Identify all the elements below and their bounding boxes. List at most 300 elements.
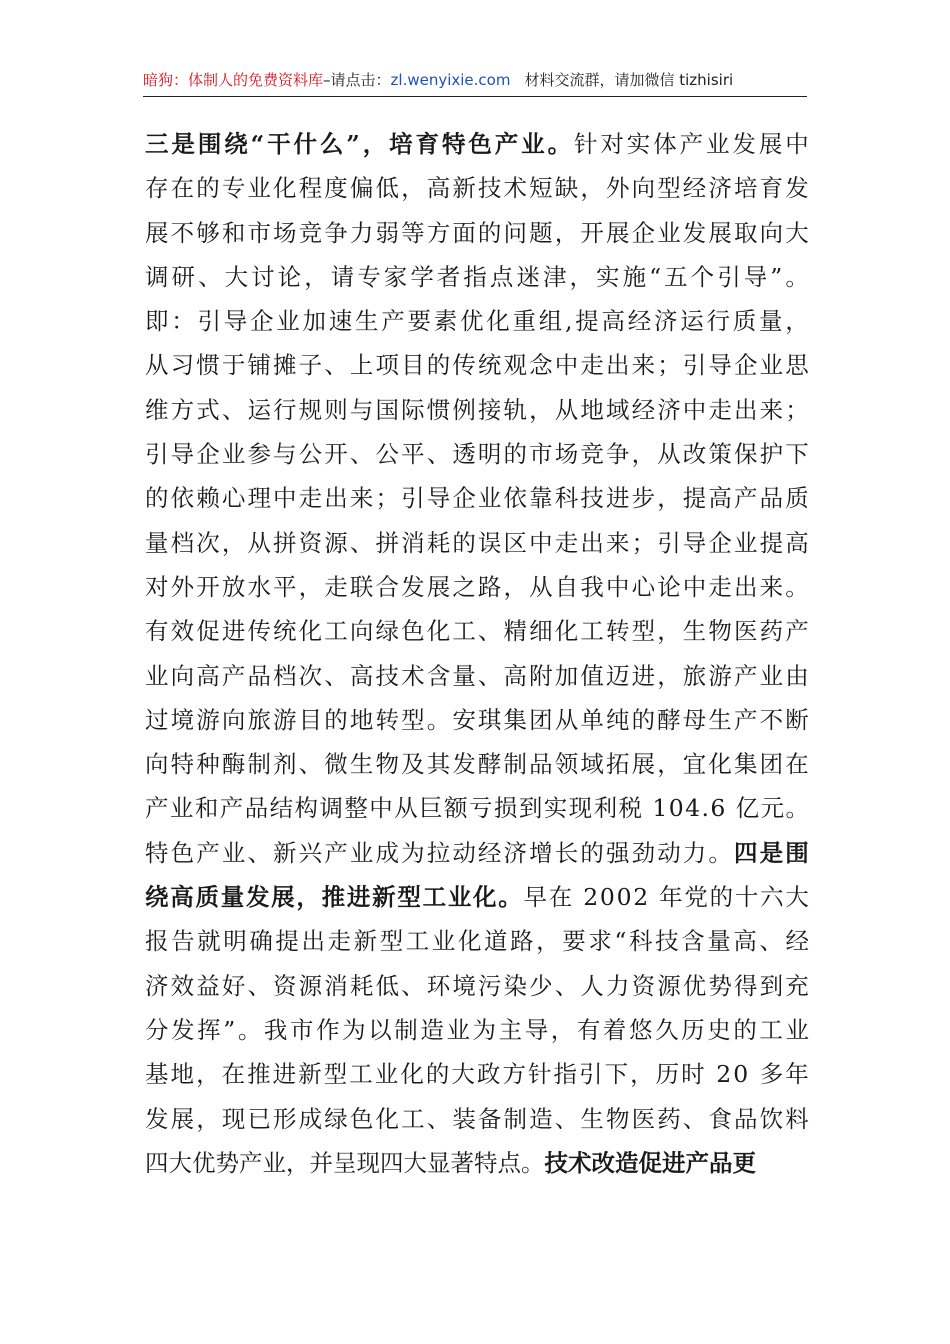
bold-char: 推 — [321, 883, 346, 912]
text-char: ， — [785, 307, 809, 336]
text-char: 种 — [196, 750, 220, 779]
text-char: 加 — [302, 307, 326, 336]
text-char — [574, 875, 581, 919]
text-char: 强 — [605, 838, 630, 867]
text-char: 经 — [627, 307, 652, 336]
text-char: ； — [631, 528, 656, 557]
text-char: 导 — [426, 484, 451, 513]
text-char: 请 — [330, 262, 355, 291]
text-char: 从 — [554, 395, 579, 424]
header-group-info: 材料交流群，请加微信 tizhisiri — [524, 71, 734, 89]
text-char: 并 — [309, 1148, 333, 1177]
text-char: 济 — [708, 174, 732, 203]
text-char: 出 — [324, 484, 348, 513]
text-char: 发 — [452, 750, 476, 779]
text-char: 业 — [349, 838, 374, 867]
text-char: 项 — [375, 351, 399, 380]
text-char: 细 — [529, 617, 553, 646]
text-char: 步 — [631, 484, 656, 513]
text-char: 展 — [758, 130, 783, 158]
text-char: 。 — [785, 262, 809, 291]
text-char: 造 — [420, 1015, 444, 1044]
text-char: 观 — [503, 351, 528, 380]
bold-char: 业 — [521, 130, 545, 158]
text-char: 竞 — [580, 440, 604, 469]
bold-char: 进 — [346, 883, 371, 912]
text-char: 我 — [580, 572, 604, 601]
bold-char: 改 — [591, 1148, 615, 1177]
text-char: 进 — [605, 484, 630, 513]
bold-char: 型 — [397, 883, 421, 912]
bold-char: 是 — [171, 130, 195, 158]
text-char: 维 — [145, 395, 169, 424]
text-char: 重 — [512, 307, 536, 336]
text-char: ， — [657, 750, 681, 779]
text-char: 0 — [616, 883, 632, 912]
text-char: 要 — [562, 927, 586, 956]
text-char: ， — [304, 262, 328, 291]
text-char: “ — [649, 262, 662, 291]
text-char: 调 — [319, 794, 343, 823]
text-char: 不 — [170, 218, 195, 247]
bold-char: 品 — [709, 1148, 733, 1177]
text-char: 拓 — [605, 750, 630, 779]
text-char: 精 — [503, 617, 528, 646]
text-char: 中 — [554, 351, 579, 380]
text-char: 额 — [444, 794, 468, 823]
text-char: 业 — [706, 130, 730, 158]
text-char: 产 — [196, 838, 220, 867]
text-char: 业 — [169, 794, 194, 823]
text-char: 主 — [498, 1015, 523, 1044]
text-char: 开 — [324, 440, 348, 469]
text-char: 点 — [497, 1148, 521, 1177]
text-line — [145, 831, 809, 875]
text-char: 色 — [401, 617, 425, 646]
text-char: 过 — [145, 705, 169, 734]
text-char: 源 — [324, 528, 348, 557]
text-char: 境 — [170, 705, 195, 734]
text-char: 化 — [400, 1060, 424, 1089]
text-char: 的 — [425, 1060, 450, 1089]
text-char: 依 — [170, 484, 195, 513]
text-char: 4 — [685, 794, 701, 823]
bold-char: 造 — [615, 1148, 639, 1177]
text-char: 转 — [375, 705, 399, 734]
text-char: 术 — [503, 174, 528, 203]
text-char: 引 — [197, 307, 221, 336]
text-char: 力 — [605, 971, 630, 1000]
text-char: 型 — [379, 927, 404, 956]
text-char: 、 — [426, 440, 451, 469]
bold-char: 业 — [447, 883, 472, 912]
text-char: 的 — [503, 440, 528, 469]
text-char: 力 — [349, 218, 374, 247]
text-char: ， — [630, 1060, 654, 1089]
text-char: 发 — [401, 572, 425, 601]
text-char: 发 — [145, 1104, 169, 1133]
text-char: 济 — [503, 838, 528, 867]
text-char: ， — [221, 528, 246, 557]
text-char: 道 — [484, 927, 508, 956]
text-char: 点 — [489, 262, 514, 291]
header-prompt: –请点击： — [323, 71, 391, 89]
text-char: 心 — [221, 484, 246, 513]
text-char: 从 — [554, 705, 579, 734]
text-char: 物 — [605, 1104, 630, 1133]
text-line — [145, 654, 809, 698]
text-char: 生 — [708, 705, 732, 734]
text-char: 面 — [452, 218, 476, 247]
text-char: 保 — [734, 440, 758, 469]
text-char: 迈 — [605, 661, 630, 690]
text-char: 和 — [194, 794, 219, 823]
text-char: ， — [554, 218, 579, 247]
text-char: 来 — [759, 395, 784, 424]
text-char: 资 — [631, 971, 656, 1000]
text-char: 技 — [477, 174, 502, 203]
text-char: 统 — [477, 351, 502, 380]
text-char: 到 — [518, 794, 543, 823]
text-char: 、 — [298, 750, 323, 779]
text-char: 好 — [221, 971, 246, 1000]
text-char: 人 — [580, 971, 604, 1000]
text-char: 损 — [493, 794, 518, 823]
text-char: 与 — [349, 395, 374, 424]
text-char: 的 — [477, 218, 502, 247]
text-char: 新 — [273, 838, 297, 867]
text-char: 有 — [576, 1015, 601, 1044]
text-char: 集 — [734, 750, 758, 779]
text-char: 高 — [733, 927, 757, 956]
text-char: 运 — [247, 395, 271, 424]
text-char: 对 — [145, 572, 169, 601]
text-char: 特 — [474, 1148, 498, 1177]
text-char: 旅 — [247, 705, 271, 734]
text-char: 向 — [349, 617, 374, 646]
header-link[interactable]: zl.wenyixie.com — [390, 71, 511, 89]
text-char: 企 — [708, 528, 732, 557]
text-char: 势 — [708, 971, 732, 1000]
text-char: 工 — [324, 617, 348, 646]
text-char: 思 — [785, 351, 809, 380]
text-char: 外 — [605, 174, 630, 203]
text-char: ， — [657, 484, 681, 513]
text-char: 亿 — [735, 794, 760, 823]
text-char: 经 — [631, 395, 656, 424]
text-char: 亏 — [468, 794, 493, 823]
text-char: 成 — [298, 1104, 323, 1133]
text-char: ， — [196, 1060, 220, 1089]
text-char: 2 — [716, 1060, 732, 1089]
text-char: 展 — [631, 750, 656, 779]
text-char: 偏 — [349, 174, 374, 203]
text-char: 产 — [145, 794, 169, 823]
text-char: 大 — [785, 218, 809, 247]
text-char: 业 — [247, 174, 271, 203]
text-char: 者 — [436, 262, 461, 291]
text-char: 企 — [452, 484, 476, 513]
text-char: 在 — [170, 174, 195, 203]
text-char: ， — [196, 1104, 220, 1133]
text-char: 从 — [394, 794, 418, 823]
text-char: 质 — [732, 307, 757, 336]
text-char: 促 — [196, 617, 220, 646]
text-char: 公 — [375, 440, 399, 469]
text-char: 绿 — [375, 617, 399, 646]
text-char: 0 — [733, 1060, 749, 1089]
bold-char: 特 — [441, 130, 466, 158]
text-char: 联 — [349, 572, 374, 601]
bold-char: 化 — [473, 883, 497, 912]
text-char: 的 — [709, 883, 734, 912]
text-char: 医 — [631, 1104, 656, 1133]
text-char: 大 — [403, 1148, 427, 1177]
text-char: 从 — [145, 351, 169, 380]
text-char: 程 — [298, 174, 323, 203]
text-char: 指 — [463, 262, 487, 291]
text-char: 展 — [605, 218, 630, 247]
text-char: 增 — [529, 838, 553, 867]
text-char: 靠 — [529, 484, 553, 513]
text-char: 色 — [349, 1104, 374, 1133]
bold-char: 绕 — [224, 130, 248, 158]
text-char — [707, 1052, 714, 1096]
text-char: 化 — [273, 174, 297, 203]
text-char: 行 — [273, 395, 297, 424]
text-char: 量 — [758, 307, 783, 336]
text-char: 工 — [452, 617, 476, 646]
text-char: 引 — [682, 351, 707, 380]
text-char: 发 — [732, 130, 756, 158]
text-char: 业 — [446, 1015, 470, 1044]
text-char: 纯 — [605, 705, 630, 734]
text-char: 次 — [298, 661, 323, 690]
text-char: 时 — [681, 1060, 705, 1089]
bold-char: 新 — [372, 883, 396, 912]
text-char: 出 — [580, 528, 604, 557]
text-char: 传 — [452, 351, 476, 380]
text-char: 透 — [452, 440, 476, 469]
text-char: 个 — [690, 262, 715, 291]
text-line — [145, 1141, 809, 1185]
text-char: 平 — [401, 440, 425, 469]
text-char: 0 — [668, 794, 684, 823]
text-char: 学 — [410, 262, 434, 291]
text-char: 运 — [680, 307, 704, 336]
text-char: 在 — [785, 750, 809, 779]
bold-char: 产 — [494, 130, 519, 158]
text-char: 化 — [457, 927, 482, 956]
text-char: 制 — [503, 1104, 528, 1133]
text-char: 经 — [477, 838, 502, 867]
bold-char: 进 — [662, 1148, 686, 1177]
text-char: 则 — [324, 395, 348, 424]
text-char: 出 — [301, 927, 325, 956]
bold-char: 色 — [468, 130, 492, 158]
text-char: ： — [171, 307, 195, 336]
text-char — [650, 875, 657, 919]
text-char: 动 — [452, 838, 476, 867]
text-char: 。 — [237, 1015, 262, 1044]
text-char: 组 — [538, 307, 563, 336]
text-char: 向 — [631, 174, 656, 203]
text-char: 游 — [708, 661, 732, 690]
text-char: 显 — [427, 1148, 451, 1177]
text-char: 培 — [734, 174, 758, 203]
text-char: 。 — [426, 705, 451, 734]
text-line — [145, 388, 809, 432]
text-char: 制 — [394, 1015, 418, 1044]
text-char: 益 — [196, 971, 220, 1000]
text-char: 的 — [426, 351, 451, 380]
text-char: 业 — [759, 661, 784, 690]
text-char: 路 — [477, 572, 502, 601]
text-char: 例 — [452, 395, 476, 424]
text-char: 工 — [401, 1104, 425, 1133]
bold-char: ” — [346, 130, 360, 158]
text-char: ” — [770, 262, 783, 291]
text-char: ， — [529, 395, 553, 424]
text-char: 导 — [743, 262, 768, 291]
text-char: 走 — [298, 484, 323, 513]
text-char: 参 — [247, 440, 271, 469]
text-char: 型 — [657, 174, 681, 203]
text-char — [727, 786, 734, 830]
text-char: 度 — [324, 174, 348, 203]
text-char: 集 — [503, 705, 528, 734]
text-char: 特 — [145, 838, 169, 867]
text-line — [145, 698, 809, 742]
text-char: 经 — [785, 927, 809, 956]
text-char: 调 — [145, 262, 169, 291]
text-char: 针 — [573, 130, 598, 158]
text-char: 团 — [529, 705, 553, 734]
text-char: 量 — [707, 927, 731, 956]
text-char: 导 — [170, 440, 195, 469]
bold-char: 量 — [220, 883, 245, 912]
text-char: 食 — [708, 1104, 732, 1133]
text-char: 走 — [554, 528, 579, 557]
text-char: 单 — [580, 705, 604, 734]
text-line — [145, 786, 809, 830]
text-char: 域 — [605, 395, 630, 424]
text-char: 化 — [298, 617, 323, 646]
text-char: 、 — [349, 440, 374, 469]
text-char: 化 — [486, 307, 510, 336]
text-char: 优 — [682, 971, 707, 1000]
text-char: 消 — [324, 971, 348, 1000]
text-char: 饮 — [759, 1104, 784, 1133]
text-char: 实 — [596, 262, 620, 291]
text-char: 业 — [374, 1060, 399, 1089]
text-char: 之 — [452, 572, 476, 601]
text-char: 赖 — [196, 484, 220, 513]
text-line — [145, 343, 809, 387]
text-char: 轨 — [503, 395, 528, 424]
text-char: 济 — [657, 395, 681, 424]
text-char: 断 — [785, 705, 809, 734]
text-char: 走 — [708, 572, 732, 601]
text-char: 、 — [759, 927, 783, 956]
document-body — [145, 122, 809, 1185]
text-char: 产 — [734, 661, 758, 690]
text-line — [145, 609, 809, 653]
text-char: ， — [536, 927, 560, 956]
text-char: 安 — [452, 705, 476, 734]
text-char: 的 — [324, 705, 348, 734]
text-char: 料 — [785, 1104, 809, 1133]
text-char: 呈 — [333, 1148, 357, 1177]
text-char: 分 — [145, 1015, 169, 1044]
text-char: 公 — [298, 440, 323, 469]
text-char: 产 — [239, 1148, 263, 1177]
text-char: 的 — [452, 528, 476, 557]
text-char: 平 — [273, 572, 297, 601]
text-char: 2 — [633, 883, 649, 912]
text-char: 明 — [477, 440, 502, 469]
text-char: 、 — [554, 971, 579, 1000]
text-char: 向 — [221, 705, 246, 734]
text-char: 市 — [529, 440, 553, 469]
text-char: 产 — [785, 617, 809, 646]
text-char: 铺 — [247, 351, 271, 380]
bold-char: 么 — [319, 130, 344, 158]
text-char: 以 — [368, 1015, 392, 1044]
text-char: 际 — [401, 395, 425, 424]
text-char: ； — [657, 351, 681, 380]
text-char: 专 — [357, 262, 381, 291]
text-char: 和 — [221, 218, 246, 247]
text-char: 题 — [529, 218, 553, 247]
text-char: 工 — [405, 927, 430, 956]
text-char: 充 — [785, 971, 809, 1000]
text-char: 来 — [349, 484, 374, 513]
text-char: 产 — [381, 307, 405, 336]
text-char: 团 — [759, 750, 784, 779]
text-char: 实 — [543, 794, 568, 823]
text-char: 、 — [554, 1104, 579, 1133]
text-line — [145, 919, 809, 963]
text-char: 量 — [145, 528, 169, 557]
text-char: 型 — [323, 1060, 348, 1089]
text-char: 耗 — [426, 528, 451, 557]
text-char: 家 — [383, 262, 408, 291]
text-char: 工 — [580, 617, 604, 646]
text-char: 提 — [759, 528, 784, 557]
text-char: 研 — [171, 262, 196, 291]
text-char: 业 — [657, 218, 681, 247]
text-char: 济 — [145, 971, 169, 1000]
bold-char: 绕 — [145, 883, 169, 912]
text-char: 大 — [785, 883, 809, 912]
text-char: 著 — [450, 1148, 474, 1177]
text-char: 六 — [760, 883, 784, 912]
text-char: 兴 — [298, 838, 323, 867]
bold-char: 高 — [170, 883, 194, 912]
text-char: 中 — [682, 572, 707, 601]
text-char: 即 — [145, 307, 169, 336]
text-char: 微 — [324, 750, 348, 779]
text-char: 多 — [759, 1060, 784, 1089]
text-char: 化 — [426, 617, 451, 646]
text-char: 经 — [682, 174, 707, 203]
text-char: 素 — [433, 307, 458, 336]
text-char: 争 — [605, 440, 630, 469]
text-char: 化 — [708, 750, 732, 779]
text-char: 新 — [452, 174, 476, 203]
text-char: 挥 — [197, 1015, 221, 1044]
